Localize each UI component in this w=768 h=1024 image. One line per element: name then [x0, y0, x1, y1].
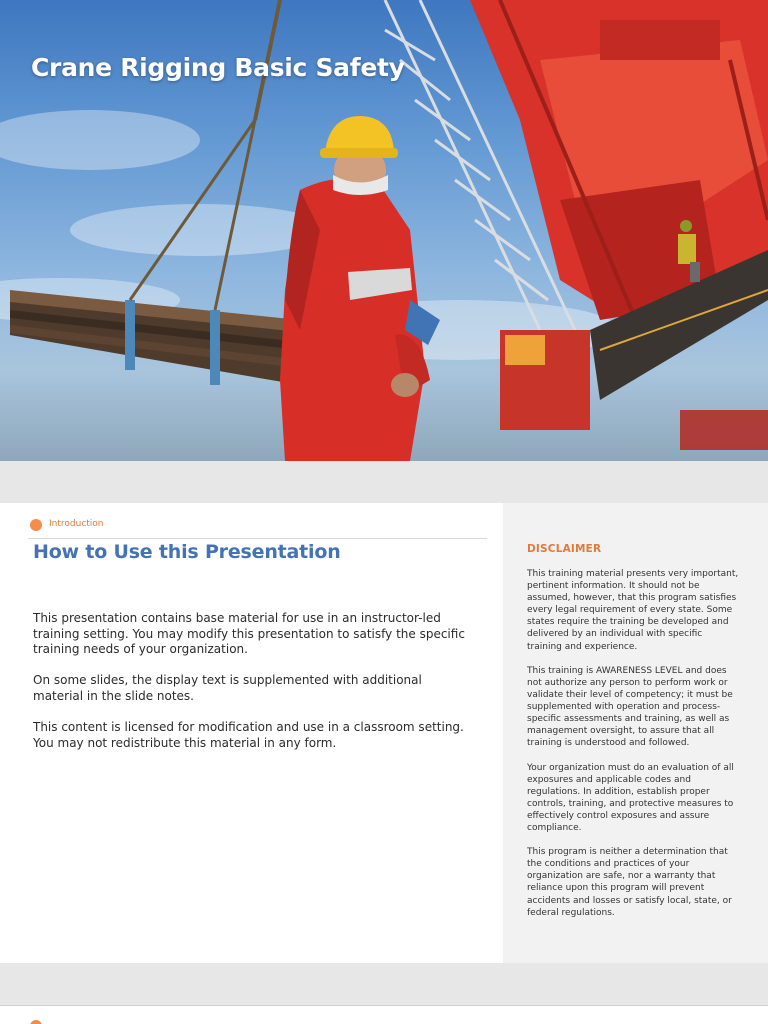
disclaimer-paragraph: This training material presents very important, pertinent information. It should not be assumed, however, that this program satisfies every legal requirement of every state. Some states require the training be developed and delivered by an individual with specific training and experience. [527, 569, 739, 652]
disclaimer-title: DISCLAIMER [527, 543, 602, 555]
hero-slide [0, 0, 768, 461]
section-divider [28, 538, 487, 539]
disclaimer-body [527, 568, 739, 931]
body-paragraph: This presentation contains base material for use in an instructor-led training setting. You may modify this presentation to satisfy the specific training needs of your organization. [33, 611, 465, 657]
disclaimer-paragraph: Your organization must do an evaluation of all exposures and applicable codes and regulations. In addition, establish proper controls, training, and protective measures to effectively control exposures and assure compliance. [527, 762, 734, 833]
slide-body [33, 611, 473, 767]
worker-figure [280, 116, 440, 461]
slide-how-to-use [0, 503, 768, 963]
slide-gap [0, 963, 768, 1006]
main-content-panel [0, 503, 503, 963]
slide-heading: How to Use this Presentation [33, 541, 341, 563]
disclaimer-paragraph: This training is AWARENESS LEVEL and does not authorize any person to perform work or validate their level of competency; it must be supplemented with operation and process-specific assessments and training, as well as management oversight, to assure that all training is understood and followed. [527, 665, 733, 749]
disclaimer-paragraph: This program is neither a determination that the conditions and practices of your organization are safe, nor a warranty that reliance upon this program will prevent accidents and losses or satisfy local, state, or federal regulations. [527, 847, 732, 918]
presentation-title: Crane Rigging Basic Safety [31, 53, 405, 82]
section-label: Introduction [49, 519, 104, 529]
disclaimer-panel [503, 503, 768, 963]
section-bullet-icon [30, 519, 42, 531]
body-paragraph: This content is licensed for modification and use in a classroom setting. You may not redistribute this material in any form. [33, 720, 464, 750]
next-slide-preview [0, 1006, 768, 1024]
section-bullet-icon [30, 1020, 42, 1024]
crane-structure [470, 0, 768, 450]
slide-gap [0, 461, 768, 504]
body-paragraph: On some slides, the display text is supplemented with additional material in the slide notes. [33, 673, 422, 703]
